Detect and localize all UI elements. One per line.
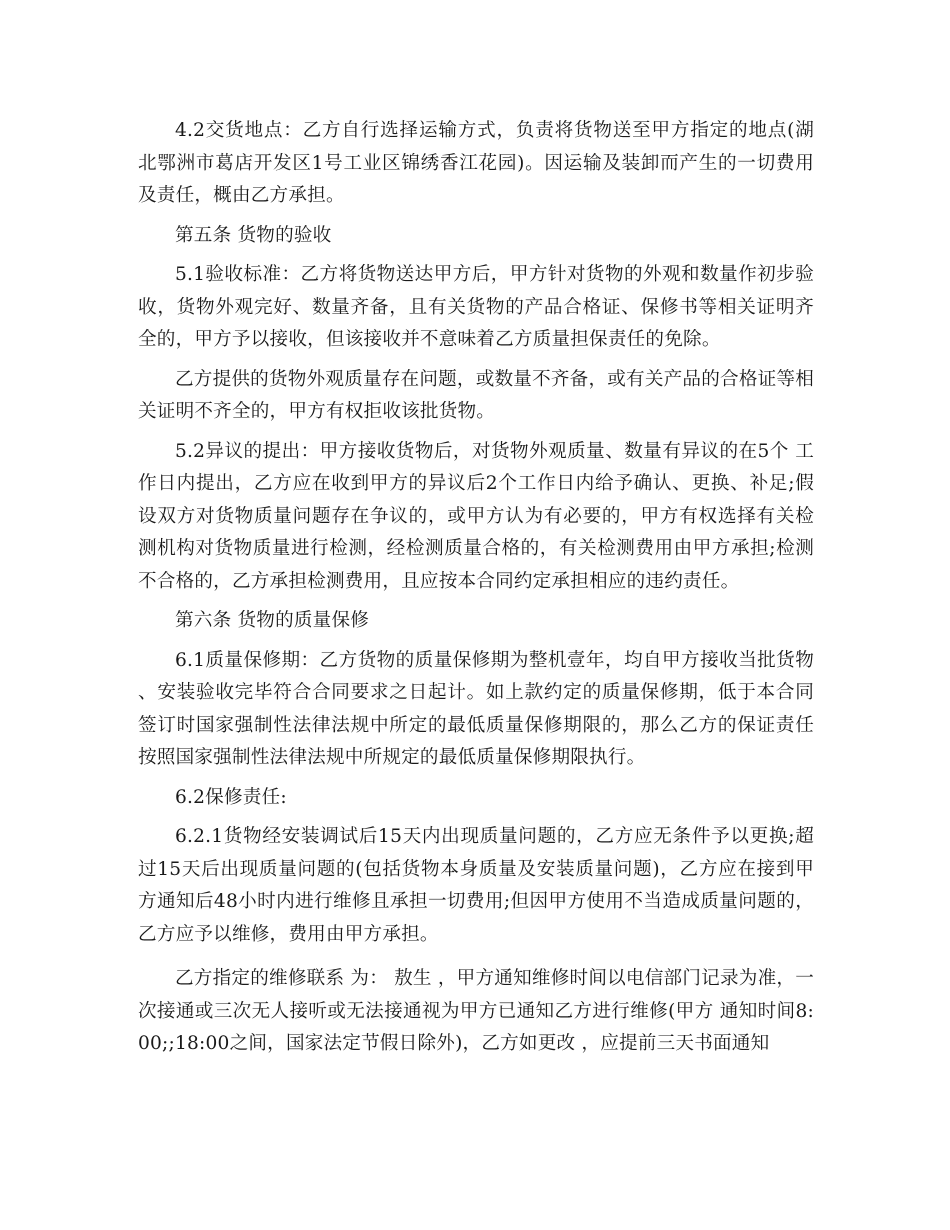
clause-5-1-acceptance-standard: 5.1验收标准：乙方将货物送达甲方后，甲方针对货物的外观和数量作初步验收，货物外观完好、数量齐备，且有关货物的产品合格证、保修书等相关证明齐全的，甲方予以接收，但该接收并不意味着乙方质量担保责任的免除。	[138, 264, 814, 350]
clause-4-2-delivery-location: 4.2交货地点：乙方自行选择运输方式，负责将货物送至甲方指定的地点(湖北鄂洲市葛店开发区1号工业区锦绣香江花园)。因运输及装卸而产生的一切费用及责任，概由乙方承担。	[138, 120, 814, 206]
clause-6-1-warranty-period: 6.1质量保修期：乙方货物的质量保修期为整机壹年，均自甲方接收当批货物、安装验收完毕符合合同要求之日起计。如上款约定的质量保修期，低于本合同签订时国家强制性法律法规中所定的最低质量保修期限的，那么乙方的保证责任按照国家强制性法律法规中所规定的最低质量保修期限执行。	[138, 649, 814, 768]
document-body	[138, 115, 814, 1061]
clause-6-2-1-repair-terms: 6.2.1货物经安装调试后15天内出现质量问题的，乙方应无条件予以更换;超过15天后出现质量问题的(包括货物本身质量及安装质量问题)，乙方应在接到甲方通知后48小时内进行维修且承担一切费用;但因甲方使用不当造成质量问题的，乙方应予以维修，费用由甲方承担。	[138, 826, 814, 945]
clause-5-2-objection: 5.2异议的提出：甲方接收货物后，对货物外观质量、数量有异议的在5个 工作日内提出，乙方应在收到甲方的异议后2个工作日内给予确认、更换、补足;假设双方对货物质量问题存在争议的，或甲方认为有必要的，甲方有权选择有关检测机构对货物质量进行检测，经检测质量合格的，有关检测费用由甲方承担;检测不合格的，乙方承担检测费用，且应按本合同约定承担相应的违约责任。	[138, 440, 814, 592]
repair-contact-paragraph: 乙方指定的维修联系 为： 敖生 ，甲方通知维修时间以电信部门记录为准，一次接通或三次无人接听或无法接通视为甲方已通知乙方进行维修(甲方 通知时间8:00;;18:00之间，国家法定节假日除外)，乙方如更改 ，应提前三天书面通知	[138, 968, 814, 1054]
clause-5-1-rejection-right: 乙方提供的货物外观质量存在问题，或数量不齐备，或有关产品的合格证等相关证明不齐全的，甲方有权拒收该批货物。	[138, 368, 814, 422]
clause-6-2-warranty-responsibility: 6.2保修责任:	[175, 786, 287, 808]
article-6-heading: 第六条 货物的质量保修	[175, 610, 370, 631]
article-5-heading: 第五条 货物的验收	[175, 224, 332, 246]
